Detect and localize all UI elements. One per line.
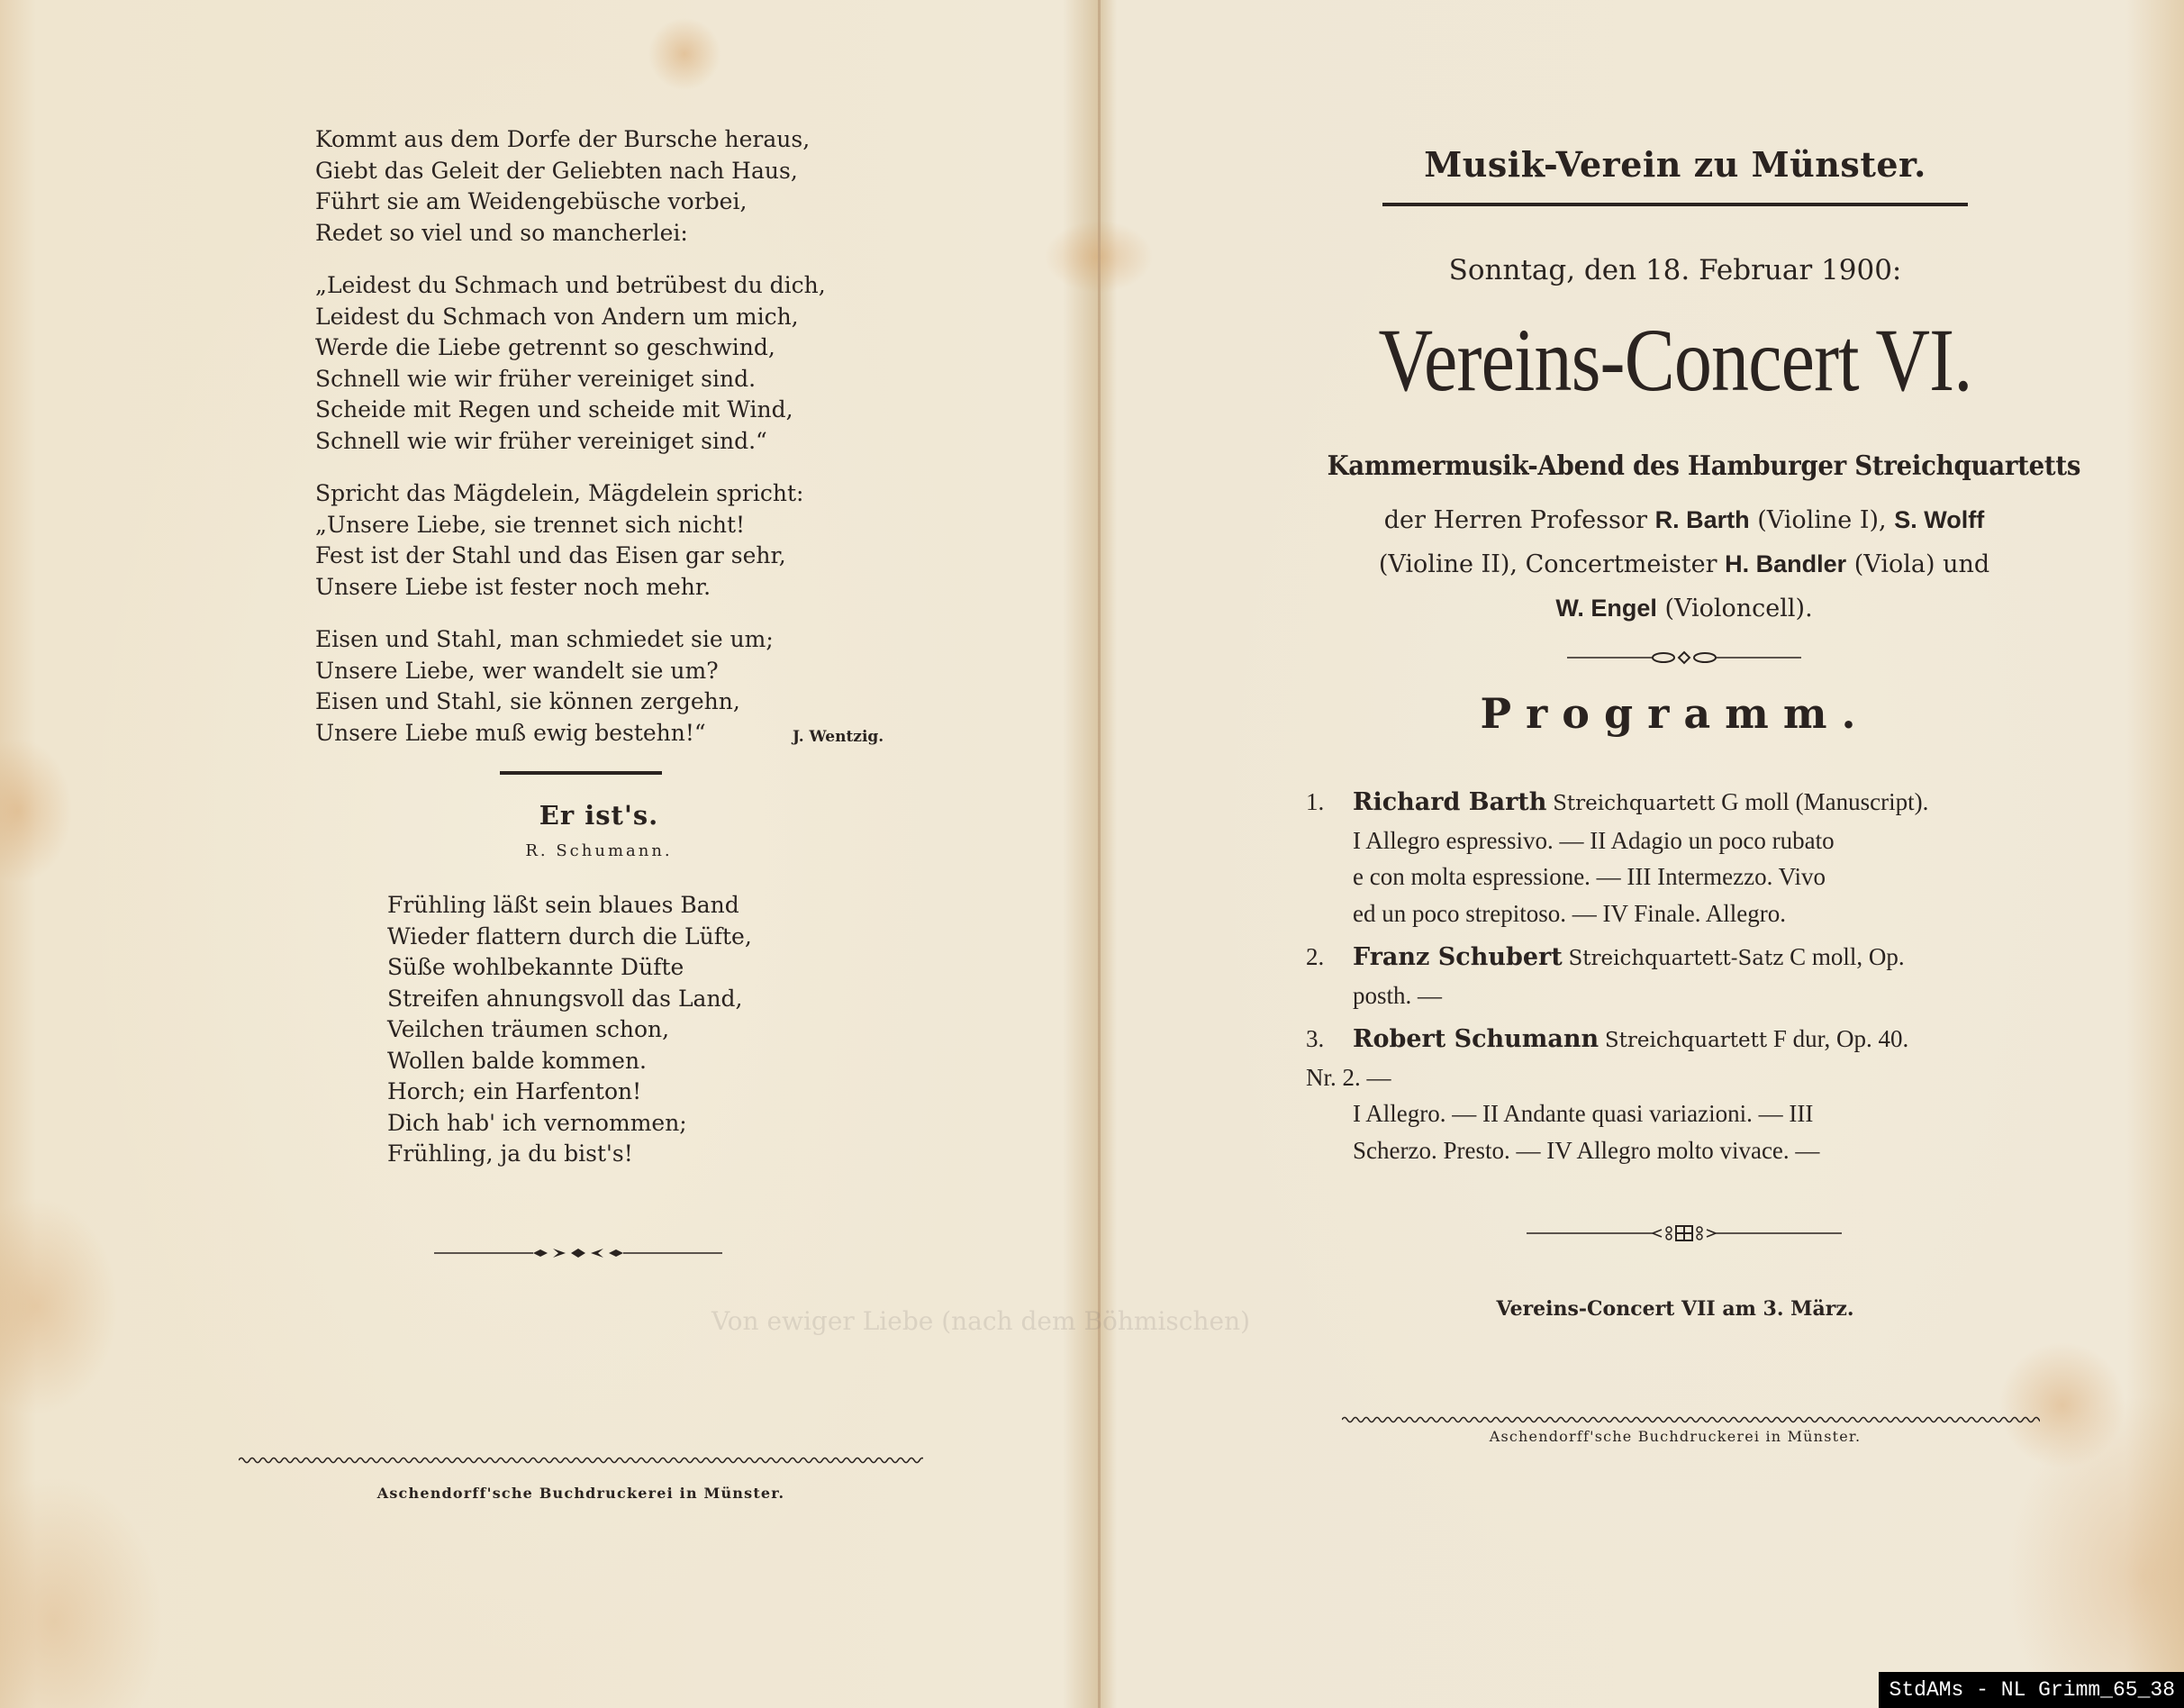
programm-heading: Programm.: [1480, 689, 1871, 738]
poem-line: Horch; ein Harfenton!: [387, 1078, 642, 1104]
movement-line: ed un poco strepitoso. — IV Finale. Allegro.: [1353, 899, 1786, 927]
poem-line: Wollen balde kommen.: [387, 1047, 647, 1074]
movement-line: I Allegro espressivo. — II Adagio un poco rubato: [1353, 826, 1835, 854]
wavy-rule-icon: [1342, 1413, 2040, 1427]
program-item: [1306, 784, 2058, 931]
program-item: [1306, 939, 2058, 1013]
performer-title: Concertmeister: [1525, 550, 1717, 578]
poem-line: Leidest du Schmach von Andern um mich,: [315, 303, 799, 330]
poem-line: Wieder flattern durch die Lüfte,: [387, 922, 752, 949]
performer-instrument: (Violine I),: [1757, 506, 1887, 534]
stanza-4: [315, 624, 826, 749]
section-rule: [500, 771, 662, 775]
next-concert-notice: Vereins-Concert VII am 3. März.: [1496, 1297, 1854, 1321]
performer-name: S. Wolff: [1894, 506, 1985, 533]
poem-line: Fest ist der Stahl und das Eisen gar sehr,: [315, 542, 786, 568]
poem-line: Kommt aus dem Dorfe der Bursche heraus,: [315, 126, 811, 152]
performers: [1315, 498, 2053, 631]
composer-name: Richard Barth: [1353, 788, 1547, 816]
poem-line: Süße wohlbekannte Düfte: [387, 954, 684, 980]
poem-composer: R. Schumann.: [525, 841, 673, 860]
poem-line: Eisen und Stahl, man schmiedet sie um;: [315, 626, 774, 652]
poem-title: Er ist's.: [539, 800, 659, 831]
work-name: Streichquartett-Satz: [1568, 947, 1784, 970]
movement-line: Scherzo. Presto. — IV Allegro molto vivace. —: [1353, 1136, 1820, 1164]
society-name: Musik-Verein zu Münster.: [1424, 144, 1926, 185]
printer-imprint: Aschendorff'sche Buchdruckerei in Münster.: [376, 1485, 785, 1502]
movement-line: I Allegro. — II Andante quasi variazioni. — III: [1353, 1100, 1814, 1127]
item-number: 1.: [1306, 788, 1325, 815]
item-number: 3.: [1306, 1025, 1325, 1052]
poem-line: Unsere Liebe ist fester noch mehr.: [315, 573, 711, 600]
wavy-rule-icon: [239, 1453, 923, 1467]
poem-line: Spricht das Mägdelein, Mägdelein spricht:: [315, 480, 804, 506]
performer-instrument: (Violine II),: [1378, 550, 1518, 578]
item-number: 2.: [1306, 943, 1325, 970]
movement-line: e con molta espressione. — III Intermezzo. Vivo: [1353, 863, 1826, 890]
performer-instrument: (Viola) und: [1853, 550, 1990, 578]
movement-line: Nr. 2. —: [1306, 1063, 1391, 1091]
poem-er-ists: [387, 890, 752, 1170]
poem-line: Veilchen träumen schon,: [387, 1016, 670, 1042]
ornament-divider-icon: [434, 1244, 722, 1262]
poem-line: Schnell wie wir früher vereiniget sind.“: [315, 427, 767, 454]
stanza-3: [315, 478, 826, 603]
poem-line: Werde die Liebe getrennt so geschwind,: [315, 334, 775, 360]
poem-line: Redet so viel und so mancherlei:: [315, 219, 688, 246]
poem-line: „Unsere Liebe, sie trennet sich nicht!: [315, 511, 746, 538]
poem-wentzig: [315, 124, 826, 749]
performer-instrument: (Violoncell).: [1664, 595, 1813, 622]
ornament-divider-icon: [1567, 649, 1801, 667]
work-detail: F dur, Op. 40.: [1772, 1025, 1909, 1052]
performer-name: W. Engel: [1555, 595, 1657, 622]
poem-line: Unsere Liebe muß ewig bestehn!“: [315, 719, 706, 746]
concert-date: Sonntag, den 18. Februar 1900:: [1448, 254, 1902, 286]
movement-line: posth. —: [1353, 981, 1443, 1009]
poem-line: Frühling läßt sein blaues Band: [387, 892, 739, 918]
program-item: [1306, 1021, 2058, 1168]
program-list: [1306, 784, 2058, 1176]
ornament-fleuron-icon: [1527, 1223, 1842, 1241]
poem-line: Unsere Liebe, wer wandelt sie um?: [315, 657, 719, 684]
poem-line: „Leidest du Schmach und betrübest du dich,: [315, 272, 826, 298]
poem-attribution: J. Wentzig.: [793, 728, 884, 746]
archive-label: StdAMs - NL Grimm_65_38: [1879, 1672, 2184, 1708]
work-detail: G moll (Manuscript).: [1721, 788, 1929, 815]
stanza-1: [315, 124, 826, 249]
poem-line: Frühling, ja du bist's!: [387, 1140, 633, 1167]
performers-intro: der Herren Professor: [1383, 506, 1647, 534]
composer-name: Robert Schumann: [1353, 1025, 1599, 1053]
performer-name: R. Barth: [1654, 506, 1750, 533]
poem-line: Giebt das Geleit der Geliebten nach Haus,: [315, 157, 798, 184]
concert-subtitle: Kammermusik-Abend des Hamburger Streichquartetts: [1327, 450, 2081, 482]
concert-title: Vereins-Concert VI.: [1378, 310, 1972, 410]
poem-line: Schnell wie wir früher vereiniget sind.: [315, 365, 757, 392]
poem-line: Scheide mit Regen und scheide mit Wind,: [315, 396, 793, 422]
work-name: Streichquartett: [1553, 792, 1716, 815]
poem-line: Eisen und Stahl, sie können zergehn,: [315, 688, 740, 714]
poem-line: Führt sie am Weidengebüsche vorbei,: [315, 188, 748, 214]
work-detail: C moll, Op.: [1790, 943, 1905, 970]
bleed-through: Von ewiger Liebe (nach dem Böhmischen): [711, 1306, 1251, 1336]
poem-line: Streifen ahnungsvoll das Land,: [387, 985, 743, 1012]
header-rule: [1382, 203, 1968, 206]
stanza-2: [315, 270, 826, 457]
printer-imprint: Aschendorff'sche Buchdruckerei in Münster.: [1489, 1428, 1862, 1445]
composer-name: Franz Schubert: [1353, 943, 1563, 971]
work-name: Streichquartett: [1604, 1029, 1768, 1052]
performer-name: H. Bandler: [1725, 550, 1847, 577]
poem-line: Dich hab' ich vernommen;: [387, 1109, 687, 1136]
